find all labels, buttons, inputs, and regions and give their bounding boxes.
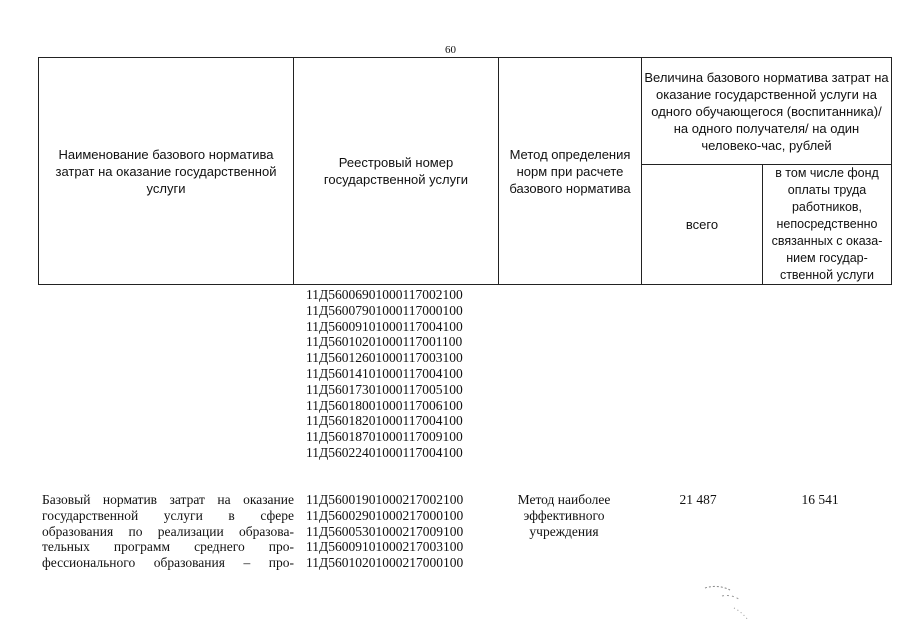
- registry-code: 11Д56014101000117004100: [306, 365, 463, 381]
- row-wage-value: 16 541: [801, 492, 839, 507]
- registry-code: 11Д56018001000117006100: [306, 397, 463, 413]
- header-table: [38, 57, 892, 285]
- row-name-line: государственной услуги в сфере: [42, 507, 294, 523]
- registry-code: 11Д56012601000117003100: [306, 350, 463, 366]
- registry-code: 11Д56006901000117002100: [306, 287, 463, 302]
- row-name-line: фессионального образования – про-: [42, 555, 294, 571]
- header-value-cell: Величина базового норматива затрат на оказание государственной услуги на одного обучающегося (воспитанника)/ на одного получателя/ на один человеко-час, рублей: [642, 58, 892, 165]
- row-total-value: 21 487: [679, 492, 717, 507]
- row-name-line: образования по реализации образова-: [42, 523, 294, 539]
- registry-code: 11Д56007901000117000100: [306, 302, 463, 318]
- header-wage-cell: в том числе фонд оплаты труда работников, непосредственно связанных с оказа-нием государ-ственной услуги: [763, 165, 892, 285]
- row-method: Метод наиболее эффективного учреждения: [517, 492, 611, 539]
- registry-code: 11Д56010201000217000100: [306, 555, 464, 571]
- page-number: 60: [445, 44, 456, 56]
- registry-code: 11Д56010201000117001100: [306, 334, 463, 350]
- header-method-cell: Метод определения норм при расчете базового норматива: [499, 58, 642, 285]
- registry-code: 11Д56002901000217000100: [306, 507, 464, 523]
- header-total-cell: всего: [642, 165, 763, 285]
- row-name-line: тельных программ среднего про-: [42, 539, 294, 555]
- registry-code: 11Д56017301000117005100: [306, 381, 463, 397]
- registry-code: 11Д56022401000117004100: [306, 444, 463, 460]
- registry-code: 11Д56018201000117004100: [306, 413, 463, 429]
- pen-mark-decoration: [700, 582, 760, 628]
- row-name-line: Базовый норматив затрат на оказание: [42, 492, 294, 507]
- registry-code: 11Д56001901000217002100: [306, 492, 464, 507]
- header-registry-cell: Реестровый номер государственной услуги: [294, 58, 499, 285]
- registry-code: 11Д56009101000217003100: [306, 539, 464, 555]
- continued-codes-list: [306, 287, 463, 461]
- registry-code: 11Д56005301000217009100: [306, 523, 464, 539]
- header-name-cell: Наименование базового норматива затрат на оказание государственной услуги: [39, 58, 294, 285]
- registry-code: 11Д56018701000117009100: [306, 429, 463, 445]
- registry-code: 11Д56009101000117004100: [306, 318, 463, 334]
- row-registry-codes: [306, 492, 463, 571]
- row-service-name: [42, 492, 294, 571]
